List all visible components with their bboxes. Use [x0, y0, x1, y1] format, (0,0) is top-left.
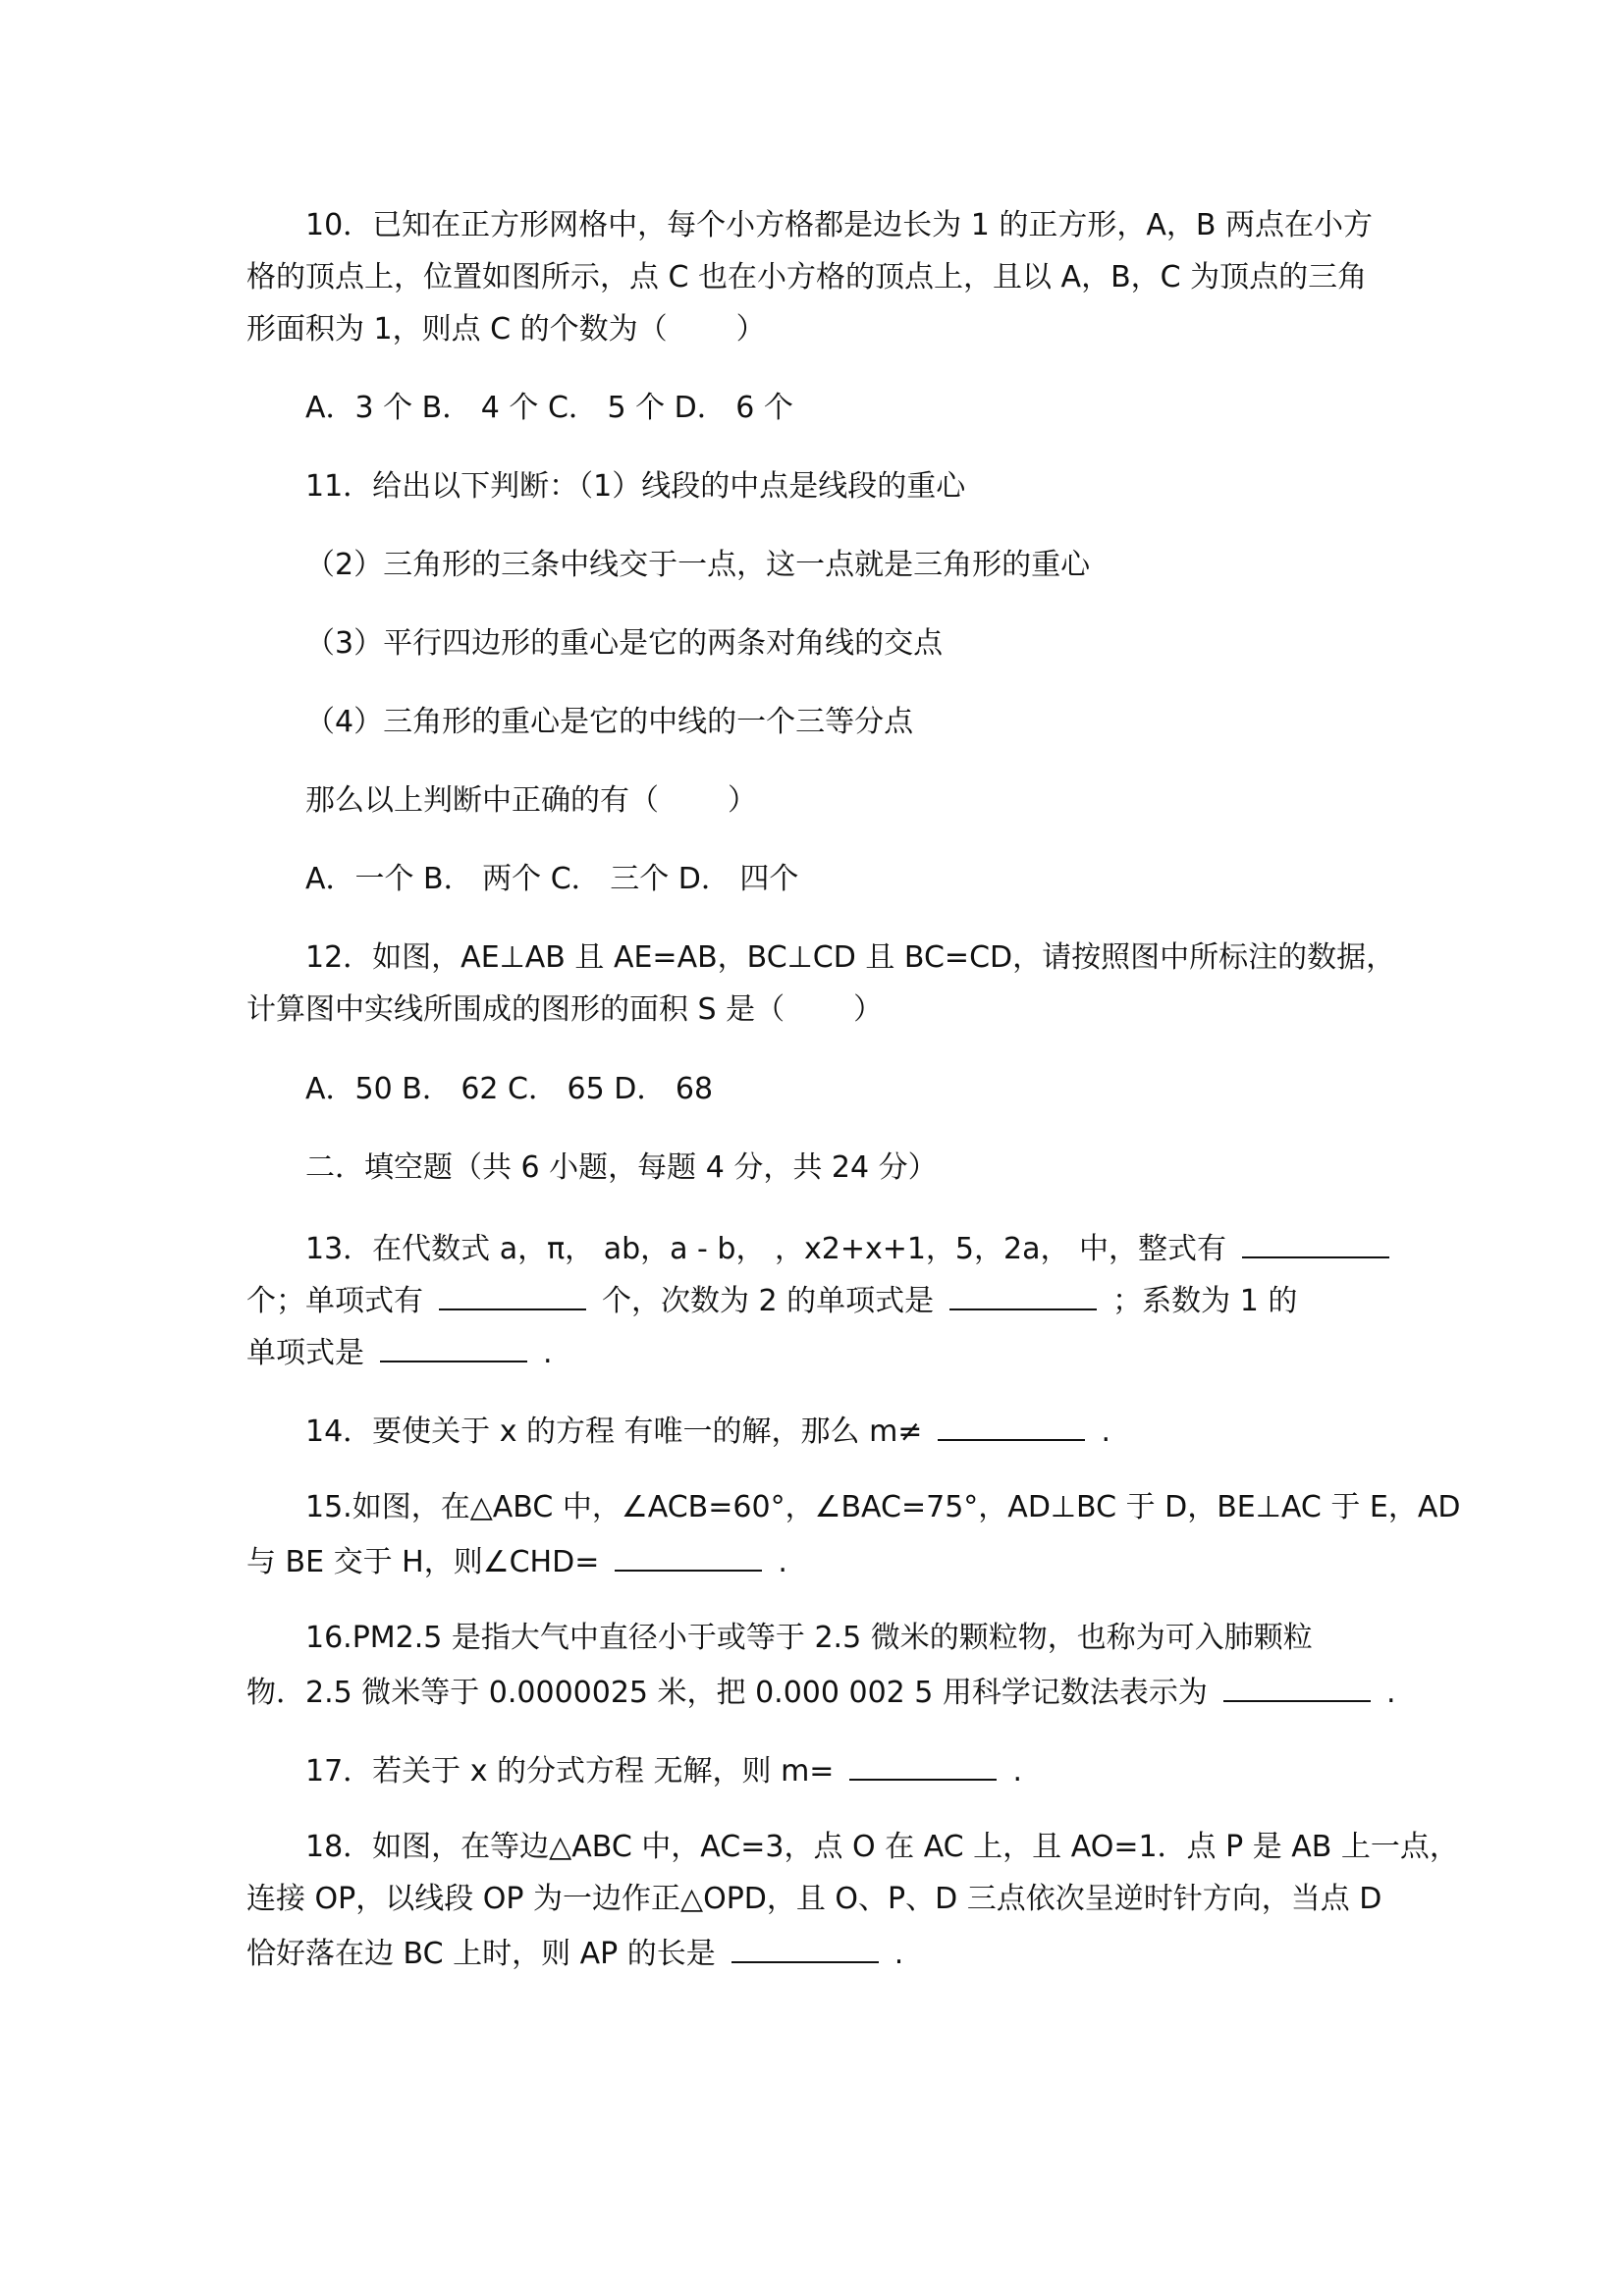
answer-blank [439, 1279, 586, 1310]
q18-line-1: 18．如图，在等边△ABC 中，AC=3，点 O 在 AC 上，且 AO=1．点 P 是 AB 上一点， [305, 1830, 1459, 1864]
q17-text: 17．若关于 x 的分式方程 无解，则 m= [305, 1754, 835, 1789]
q13-line-2 [246, 1279, 1405, 1321]
q11-line-4: （4）三角形的重心是它的中线的一个三等分点 [305, 705, 914, 739]
q15-line-2 [246, 1540, 1405, 1582]
q13-line-3-text: 单项式是 [246, 1336, 364, 1370]
q13-line-2-part-b: 个，次数为 2 的单项式是 [602, 1284, 935, 1318]
q17-line [305, 1749, 1464, 1791]
q11-line-5 [305, 781, 1464, 821]
q13-line-1 [305, 1227, 1464, 1269]
q12-options: A．50 B． 62 C． 65 D． 68 [305, 1072, 714, 1106]
answer-blank [949, 1279, 1097, 1310]
q10-line-2: 格的顶点上，位置如图所示，点 C 也在小方格的顶点上，且以 A，B，C 为顶点的三角 [246, 260, 1368, 294]
answer-blank [1242, 1227, 1389, 1258]
q12-line-2-text: 计算图中实线所围成的图形的面积 S 是（ [246, 992, 785, 1027]
q11-line-5-close: ） [728, 783, 757, 818]
q11-options: A．一个 B． 两个 C． 三个 D． 四个 [305, 862, 799, 896]
answer-blank [849, 1749, 997, 1781]
q10-line-3-close: ） [735, 312, 766, 347]
q18-line-2: 连接 OP，以线段 OP 为一边作正△OPD，且 O、P、D 三点依次呈逆时针方向，当点 D [246, 1882, 1382, 1916]
q15-line-1: 15.如图，在△ABC 中，∠ACB=60°，∠BAC=75°，AD⊥BC 于 D，BE⊥AC 于 E，AD [305, 1490, 1461, 1524]
q10-options: A．3 个 B． 4 个 C． 5 个 D． 6 个 [305, 391, 793, 425]
q12-line-2 [246, 990, 1405, 1030]
q16-line-2 [246, 1671, 1405, 1713]
q11-line-1: 11．给出以下判断：（1）线段的中点是线段的重心 [305, 469, 966, 504]
answer-blank [731, 1932, 879, 1963]
q13-line-2-part-c: ；系数为 1 的 [1112, 1284, 1298, 1318]
answer-blank [1223, 1671, 1371, 1702]
q15-line-2-text: 与 BE 交于 H，则∠CHD= [246, 1545, 600, 1579]
q17-end: . [1012, 1754, 1022, 1789]
q14-line [305, 1410, 1464, 1452]
q12-line-1: 12．如图，AE⊥AB 且 AE=AB，BC⊥CD 且 BC=CD，请按照图中所标注的数据， [305, 940, 1396, 975]
q12-line-2-close: ） [853, 992, 884, 1027]
q13-line-3-end: . [543, 1336, 553, 1370]
q11-line-2: （2）三角形的三条中线交于一点，这一点就是三角形的重心 [305, 548, 1091, 582]
q18-line-3 [246, 1932, 1405, 1974]
q15-end: . [778, 1545, 787, 1579]
q18-line-3-text: 恰好落在边 BC 上时，则 AP 的长是 [246, 1937, 716, 1971]
q16-line-1: 16.PM2.5 是指大气中直径小于或等于 2.5 微米的颗粒物，也称为可入肺颗粒 [305, 1621, 1313, 1655]
q10-line-3 [246, 310, 1405, 349]
q11-line-3: （3）平行四边形的重心是它的两条对角线的交点 [305, 626, 944, 661]
q13-line-3 [246, 1331, 1405, 1373]
answer-blank [938, 1410, 1085, 1441]
answer-blank [380, 1331, 527, 1362]
q14-text: 14．要使关于 x 的方程 有唯一的解，那么 m≠ [305, 1415, 923, 1449]
q11-line-5-text: 那么以上判断中正确的有（ [305, 783, 659, 818]
q13-line-2-part-a: 个；单项式有 [246, 1284, 423, 1318]
section-2-heading: 二．填空题（共 6 小题，每题 4 分，共 24 分） [305, 1150, 938, 1185]
q10-line-3-text: 形面积为 1，则点 C 的个数为（ [246, 312, 668, 347]
q16-line-2-text: 物．2.5 微米等于 0.0000025 米，把 0.000 002 5 用科学记数法表示为 [246, 1676, 1208, 1710]
q14-end: . [1101, 1415, 1110, 1449]
q16-end: . [1385, 1676, 1396, 1710]
q10-line-1: 10．已知在正方形网格中，每个小方格都是边长为 1 的正方形，A，B 两点在小方 [305, 208, 1373, 242]
answer-blank [615, 1540, 762, 1572]
q18-end: . [893, 1937, 904, 1971]
q13-line-1-text: 13．在代数式 a，π， ab，a - b， ，x2+x+1，5，2a， 中，整式有 [305, 1232, 1227, 1266]
